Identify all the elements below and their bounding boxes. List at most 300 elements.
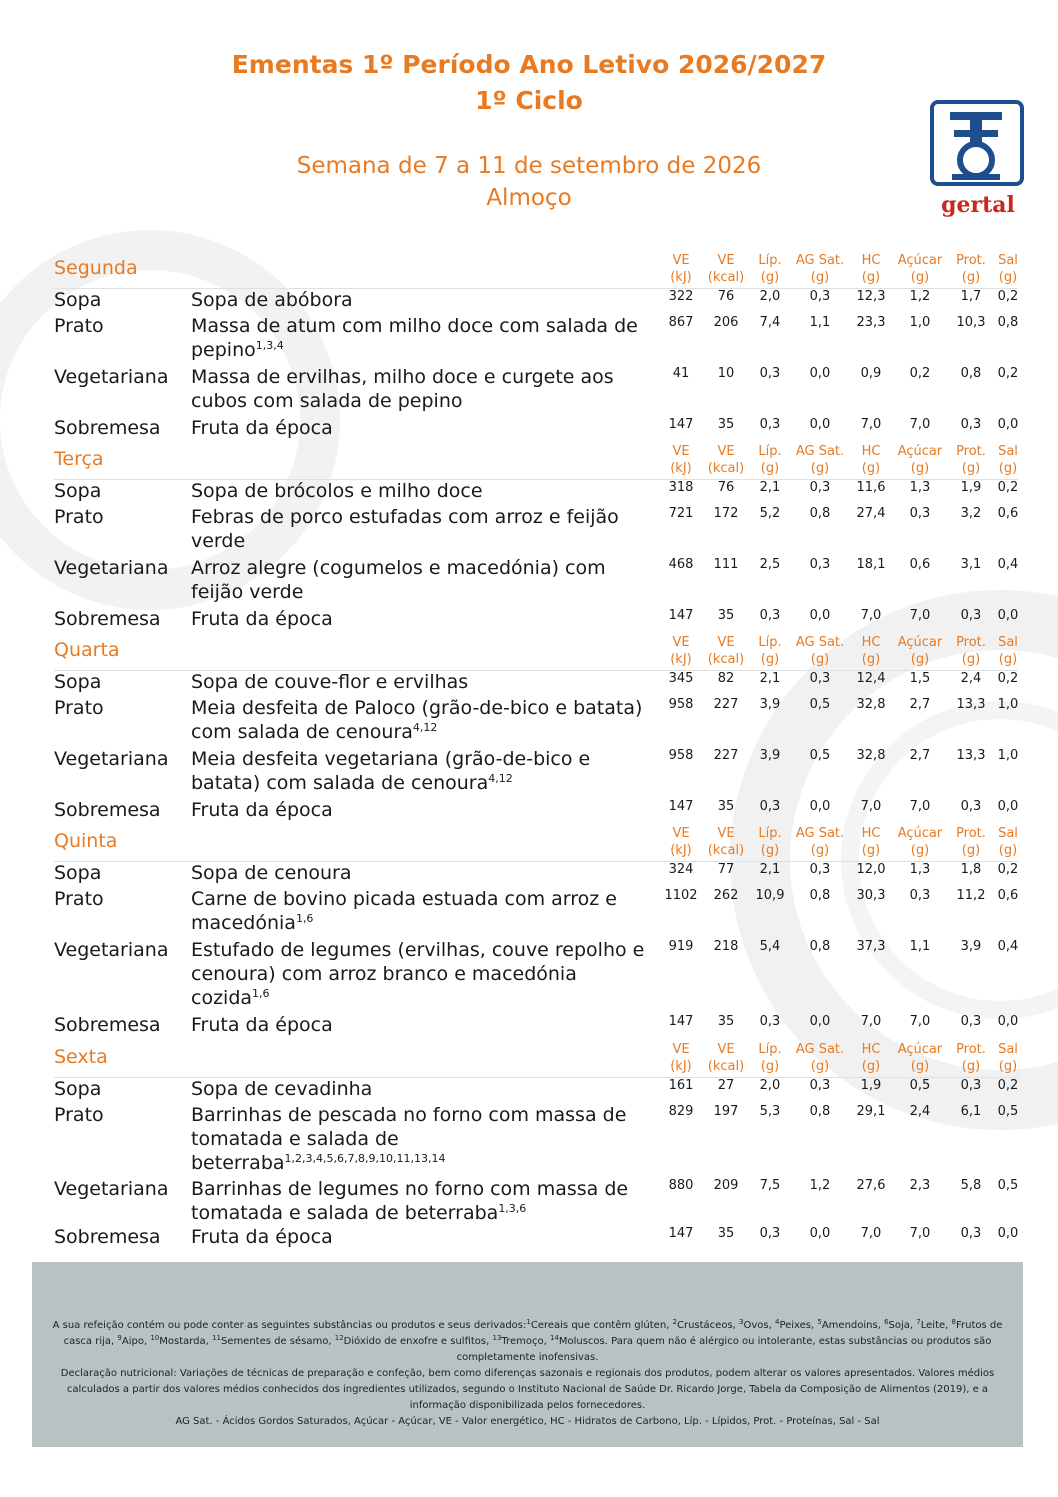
meal-category: Sobremesa bbox=[54, 799, 161, 821]
nutrition-value: 322 bbox=[668, 289, 694, 304]
column-header-unit: (kcal) bbox=[707, 270, 745, 285]
nutrition-value: 3,9 bbox=[759, 748, 781, 763]
dish-text: Fruta da época bbox=[191, 799, 333, 821]
column-header-top: VE bbox=[717, 635, 735, 650]
nutrition-value: 0,8 bbox=[809, 888, 831, 903]
column-header-unit: (kJ) bbox=[670, 270, 692, 285]
column-header-unit: (g) bbox=[760, 1059, 780, 1074]
column-header-top: Prot. bbox=[956, 253, 986, 268]
column-header-top: HC bbox=[861, 444, 881, 459]
svg-text:gertal: gertal bbox=[941, 192, 1015, 218]
nutrition-value: 5,2 bbox=[759, 506, 781, 521]
allergen-codes: 4,12 bbox=[412, 721, 438, 734]
nutrition-value: 0,3 bbox=[960, 417, 982, 432]
column-header-unit: (g) bbox=[760, 270, 780, 285]
dish-text: Arroz alegre (cogumelos e macedónia) com feijão verde bbox=[191, 557, 606, 603]
nutrition-value: 0,3 bbox=[809, 557, 831, 572]
allergen-name: Ovos, bbox=[743, 1320, 775, 1331]
column-header-unit: (g) bbox=[861, 843, 881, 858]
nutrition-value: 35 bbox=[717, 417, 735, 432]
meal-category: Prato bbox=[54, 506, 104, 528]
nutrition-value: 30,3 bbox=[856, 888, 886, 903]
nutrition-value: 318 bbox=[668, 480, 694, 495]
nutrition-value: 0,0 bbox=[809, 366, 831, 381]
column-header-top: Prot. bbox=[956, 826, 986, 841]
dish-name bbox=[191, 1177, 659, 1225]
nutrition-value: 0,3 bbox=[759, 799, 781, 814]
column-header-unit: (g) bbox=[961, 270, 981, 285]
dish-text: Barrinhas de pescada no forno com massa de tomatada e salada de beterraba bbox=[191, 1104, 627, 1174]
nutrition-value: 2,1 bbox=[759, 480, 781, 495]
nutrition-value: 2,7 bbox=[909, 697, 931, 712]
column-header-top: Prot. bbox=[956, 1042, 986, 1057]
nutrition-value: 2,4 bbox=[909, 1104, 931, 1119]
meal-category: Vegetariana bbox=[54, 557, 169, 579]
meal-category: Vegetariana bbox=[54, 1178, 169, 1200]
allergen-number: 11 bbox=[212, 1334, 221, 1342]
day-name: Quinta bbox=[54, 830, 118, 852]
nutrition-value: 147 bbox=[668, 417, 694, 432]
nutrition-value: 2,0 bbox=[759, 289, 781, 304]
nutrition-value: 0,3 bbox=[909, 506, 931, 521]
nutrition-value: 1,5 bbox=[909, 671, 931, 686]
dish-name bbox=[191, 938, 659, 1010]
column-header-unit: (g) bbox=[961, 461, 981, 476]
nutrition-value: 0,4 bbox=[997, 939, 1019, 954]
nutrition-value: 27 bbox=[717, 1078, 735, 1093]
column-header-top: VE bbox=[672, 1042, 690, 1057]
allergen-codes: 1,6 bbox=[252, 987, 270, 1000]
nutrition-value: 7,0 bbox=[860, 1014, 882, 1029]
column-header-unit: (kJ) bbox=[670, 652, 692, 667]
nutrition-value: 7,0 bbox=[909, 799, 931, 814]
nutrition-value: 0,8 bbox=[809, 939, 831, 954]
nutrition-value: 0,3 bbox=[960, 799, 982, 814]
dish-text: Sopa de brócolos e milho doce bbox=[191, 480, 483, 502]
allergen-name: Crustáceos, bbox=[676, 1320, 740, 1331]
nutrition-value: 3,2 bbox=[960, 506, 982, 521]
nutrition-value: 7,0 bbox=[909, 417, 931, 432]
dish-name bbox=[191, 288, 659, 312]
meal-category: Sopa bbox=[54, 671, 102, 693]
nutrition-value: 0,3 bbox=[809, 862, 831, 877]
column-header-unit: (kcal) bbox=[707, 843, 745, 858]
column-header-top: Sal bbox=[998, 826, 1018, 841]
day-name: Terça bbox=[54, 448, 104, 470]
nutrition-value: 3,9 bbox=[759, 697, 781, 712]
nutrition-value: 7,5 bbox=[759, 1178, 781, 1193]
nutrition-value: 0,9 bbox=[860, 366, 882, 381]
nutrition-value: 958 bbox=[668, 748, 694, 763]
allergen-name: Tremoço, bbox=[501, 1336, 550, 1347]
column-header bbox=[978, 1041, 1038, 1075]
nutrition-value: 11,2 bbox=[956, 888, 986, 903]
nutrition-value: 227 bbox=[713, 748, 739, 763]
column-header-unit: (g) bbox=[998, 843, 1018, 858]
column-header-top: Açúcar bbox=[897, 826, 943, 841]
dish-text: Carne de bovino picada estuada com arroz e macedónia bbox=[191, 888, 617, 934]
column-header-top: AG Sat. bbox=[795, 253, 845, 268]
nutrition-value: 0,5 bbox=[809, 748, 831, 763]
nutrition-value: 1,8 bbox=[960, 862, 982, 877]
allergen-name: Sementes de sésamo, bbox=[220, 1336, 335, 1347]
day-name: Sexta bbox=[54, 1046, 108, 1068]
nutrition-value: 919 bbox=[668, 939, 694, 954]
nutrition-value: 0,0 bbox=[809, 417, 831, 432]
nutrition-value: 0,3 bbox=[960, 1078, 982, 1093]
column-header-unit: (g) bbox=[998, 652, 1018, 667]
meal-category: Sopa bbox=[54, 289, 102, 311]
meal-category: Sobremesa bbox=[54, 1226, 161, 1248]
allergen-codes: 4,12 bbox=[488, 772, 513, 785]
meal-category: Sobremesa bbox=[54, 417, 161, 439]
nutrition-value: 0,6 bbox=[997, 888, 1019, 903]
column-header-top: Líp. bbox=[758, 253, 782, 268]
column-header-unit: (g) bbox=[961, 843, 981, 858]
nutrition-value: 197 bbox=[713, 1104, 739, 1119]
column-header bbox=[978, 443, 1038, 477]
allergen-number: 10 bbox=[150, 1334, 160, 1342]
page-title: Ementas 1º Período Ano Letivo 2026/2027 bbox=[231, 50, 827, 79]
nutrition-value: 0,2 bbox=[909, 366, 931, 381]
column-header-top: VE bbox=[672, 635, 690, 650]
column-header-unit: (g) bbox=[760, 843, 780, 858]
column-header-unit: (g) bbox=[910, 1059, 930, 1074]
nutrition-value: 0,5 bbox=[909, 1078, 931, 1093]
column-header-top: Líp. bbox=[758, 635, 782, 650]
column-header-top: Sal bbox=[998, 444, 1018, 459]
column-header-top: Sal bbox=[998, 253, 1018, 268]
allergen-codes: 1,3,4 bbox=[255, 339, 284, 352]
nutrition-value: 0,8 bbox=[809, 506, 831, 521]
nutrition-value: 345 bbox=[668, 671, 694, 686]
nutrition-value: 77 bbox=[717, 862, 735, 877]
column-header-unit: (g) bbox=[810, 1059, 830, 1074]
column-header-unit: (g) bbox=[861, 270, 881, 285]
column-header-top: Líp. bbox=[758, 826, 782, 841]
meal-category: Prato bbox=[54, 888, 104, 910]
column-header-unit: (g) bbox=[861, 461, 881, 476]
dish-text: Sopa de cenoura bbox=[191, 862, 352, 884]
nutrition-value: 37,3 bbox=[856, 939, 886, 954]
nutrition-value: 0,3 bbox=[759, 608, 781, 623]
column-header bbox=[978, 825, 1038, 859]
nutrition-value: 0,5 bbox=[809, 697, 831, 712]
column-header-top: Prot. bbox=[956, 444, 986, 459]
column-header-unit: (g) bbox=[910, 652, 930, 667]
nutrition-value: 76 bbox=[717, 480, 735, 495]
column-header-top: VE bbox=[672, 253, 690, 268]
column-header-top: Açúcar bbox=[897, 253, 943, 268]
dish-name bbox=[191, 1013, 659, 1037]
column-header-top: Líp. bbox=[758, 444, 782, 459]
column-header-top: AG Sat. bbox=[795, 444, 845, 459]
nutrition-value: 0,0 bbox=[997, 1014, 1019, 1029]
dish-text: Massa de atum com milho doce com salada de pepino bbox=[191, 315, 638, 361]
meal-category: Sopa bbox=[54, 480, 102, 502]
footer-notes bbox=[32, 1262, 1023, 1447]
nutrition-value: 2,1 bbox=[759, 671, 781, 686]
meal-category: Vegetariana bbox=[54, 939, 169, 961]
column-header-top: AG Sat. bbox=[795, 635, 845, 650]
nutrition-value: 13,3 bbox=[956, 748, 986, 763]
meal-label: Almoço bbox=[486, 185, 572, 211]
column-header-unit: (g) bbox=[998, 270, 1018, 285]
nutrition-value: 227 bbox=[713, 697, 739, 712]
nutrition-value: 147 bbox=[668, 1226, 694, 1241]
allergen-name: Mostarda, bbox=[159, 1336, 213, 1347]
allergen-codes: 1,3,6 bbox=[498, 1202, 527, 1215]
meal-category: Prato bbox=[54, 315, 104, 337]
allergen-number: 3 bbox=[739, 1318, 744, 1326]
nutrition-value: 3,1 bbox=[960, 557, 982, 572]
allergen-name: Soja, bbox=[888, 1320, 917, 1331]
nutrition-value: 161 bbox=[668, 1078, 694, 1093]
allergen-number: 6 bbox=[884, 1318, 889, 1326]
nutrition-value: 111 bbox=[713, 557, 739, 572]
allergen-number: 5 bbox=[817, 1318, 822, 1326]
nutrition-value: 0,6 bbox=[909, 557, 931, 572]
column-header-unit: (kJ) bbox=[670, 1059, 692, 1074]
nutrition-value: 29,1 bbox=[856, 1104, 886, 1119]
column-header-top: VE bbox=[717, 1042, 735, 1057]
dish-text: Barrinhas de legumes no forno com massa de tomatada e salada de beterraba bbox=[191, 1178, 629, 1224]
nutrition-value: 1,1 bbox=[809, 315, 831, 330]
column-header-unit: (g) bbox=[760, 652, 780, 667]
column-header-unit: (g) bbox=[961, 652, 981, 667]
dish-text: Sopa de abóbora bbox=[191, 289, 353, 311]
nutrition-value: 6,1 bbox=[960, 1104, 982, 1119]
column-header-unit: (kJ) bbox=[670, 461, 692, 476]
nutrition-value: 76 bbox=[717, 289, 735, 304]
nutrition-value: 32,8 bbox=[856, 748, 886, 763]
nutrition-value: 0,3 bbox=[809, 1078, 831, 1093]
nutrition-value: 147 bbox=[668, 608, 694, 623]
nutrition-value: 11,6 bbox=[856, 480, 886, 495]
nutrition-value: 2,4 bbox=[960, 671, 982, 686]
nutrition-value: 0,3 bbox=[759, 366, 781, 381]
column-header-unit: (g) bbox=[861, 1059, 881, 1074]
nutrition-value: 0,3 bbox=[960, 1226, 982, 1241]
nutrition-value: 7,0 bbox=[860, 417, 882, 432]
nutrition-value: 0,3 bbox=[759, 1014, 781, 1029]
dish-name bbox=[191, 696, 659, 744]
dish-text: Estufado de legumes (ervilhas, couve repolho e cenoura) com arroz branco e macedónia cozida bbox=[191, 939, 645, 1009]
nutrition-note: Declaração nutricional: Variações de técnicas de preparação e confeção, bem como diferenças sazonais e regionais dos produtos, podem alterar os valores apresentados. Valores médios calculados a partir dos valores médios conhecidos dos ingredientes utilizados, segundo o Instituto Nacional de Saúde Dr. Ricardo Jorge, Tabela da Composição de Alimentos (2019), e a informação disponibilizada pelos fornecedores. bbox=[60, 1368, 995, 1411]
nutrition-value: 0,2 bbox=[997, 480, 1019, 495]
nutrition-value: 1,0 bbox=[997, 697, 1019, 712]
nutrition-value: 7,0 bbox=[909, 608, 931, 623]
nutrition-value: 35 bbox=[717, 1014, 735, 1029]
dish-name bbox=[191, 505, 659, 553]
dish-text: Fruta da época bbox=[191, 1226, 333, 1248]
meal-category: Sopa bbox=[54, 862, 102, 884]
nutrition-value: 7,0 bbox=[860, 608, 882, 623]
dish-name bbox=[191, 314, 659, 362]
nutrition-value: 0,3 bbox=[960, 1014, 982, 1029]
allergen-number: 9 bbox=[117, 1334, 122, 1342]
nutrition-value: 0,5 bbox=[997, 1104, 1019, 1119]
column-header-unit: (kcal) bbox=[707, 1059, 745, 1074]
dish-text: Febras de porco estufadas com arroz e feijão verde bbox=[191, 506, 619, 552]
nutrition-value: 0,2 bbox=[997, 366, 1019, 381]
nutrition-value: 1,3 bbox=[909, 480, 931, 495]
nutrition-value: 262 bbox=[713, 888, 739, 903]
nutrition-value: 0,3 bbox=[909, 888, 931, 903]
nutrition-value: 0,3 bbox=[809, 671, 831, 686]
nutrition-value: 1,0 bbox=[997, 748, 1019, 763]
dish-text: Meia desfeita de Paloco (grão-de-bico e batata) com salada de cenoura bbox=[191, 697, 643, 743]
nutrition-value: 7,0 bbox=[860, 1226, 882, 1241]
allergen-name: Amendoins, bbox=[821, 1320, 885, 1331]
nutrition-value: 0,0 bbox=[997, 417, 1019, 432]
nutrition-value: 32,8 bbox=[856, 697, 886, 712]
column-header-unit: (g) bbox=[760, 461, 780, 476]
nutrition-value: 5,3 bbox=[759, 1104, 781, 1119]
meal-category: Sobremesa bbox=[54, 608, 161, 630]
abbreviations-note: AG Sat. - Ácidos Gordos Saturados, Açúcar - Açúcar, VE - Valor energético, HC - Hidratos de Carbono, Líp. - Lípidos, Prot. - Proteínas, Sal - Sal bbox=[175, 1416, 880, 1427]
column-header-unit: (kcal) bbox=[707, 461, 745, 476]
allergen-number: 7 bbox=[916, 1318, 921, 1326]
dish-name bbox=[191, 887, 659, 935]
nutrition-value: 2,5 bbox=[759, 557, 781, 572]
allergen-number: 12 bbox=[334, 1334, 344, 1342]
dish-text: Fruta da época bbox=[191, 1014, 333, 1036]
column-header-top: Sal bbox=[998, 1042, 1018, 1057]
nutrition-value: 209 bbox=[713, 1178, 739, 1193]
nutrition-value: 0,0 bbox=[997, 1226, 1019, 1241]
nutrition-value: 0,8 bbox=[960, 366, 982, 381]
meal-category: Prato bbox=[54, 1104, 104, 1126]
dish-name bbox=[191, 1103, 659, 1175]
allergen-name: Moluscos. bbox=[558, 1336, 608, 1347]
nutrition-value: 23,3 bbox=[856, 315, 886, 330]
nutrition-value: 0,2 bbox=[997, 1078, 1019, 1093]
dish-text: Fruta da época bbox=[191, 417, 333, 439]
dish-text: Massa de ervilhas, milho doce e curgete aos cubos com salada de pepino bbox=[191, 366, 614, 412]
nutrition-value: 7,0 bbox=[860, 799, 882, 814]
dish-text: Fruta da época bbox=[191, 608, 333, 630]
nutrition-value: 0,6 bbox=[997, 506, 1019, 521]
column-header-unit: (g) bbox=[861, 652, 881, 667]
nutrition-value: 0,0 bbox=[997, 799, 1019, 814]
dish-text: Sopa de cevadinha bbox=[191, 1078, 373, 1100]
allergen-number: 1 bbox=[526, 1318, 531, 1326]
nutrition-value: 218 bbox=[713, 939, 739, 954]
allergen-number: 4 bbox=[774, 1318, 780, 1326]
page-subtitle: 1º Ciclo bbox=[475, 86, 583, 115]
nutrition-value: 880 bbox=[668, 1178, 694, 1193]
nutrition-value: 0,0 bbox=[809, 1226, 831, 1241]
nutrition-value: 0,3 bbox=[960, 608, 982, 623]
dish-name bbox=[191, 747, 659, 795]
nutrition-value: 1,7 bbox=[960, 289, 982, 304]
nutrition-value: 1,3 bbox=[909, 862, 931, 877]
column-header-unit: (g) bbox=[998, 1059, 1018, 1074]
dish-name bbox=[191, 479, 659, 503]
meal-category: Vegetariana bbox=[54, 748, 169, 770]
allergen-codes: 1,6 bbox=[295, 912, 314, 925]
allergen-note: A sua refeição contém ou pode conter as seguintes substâncias ou produtos e seus derivados:$^1$Cereais que contêm glúten, $^2$Crustáceos, $^3$Ovos, $^4$Peixes, $^5$Amendoins, $^6$Soja, $^7$Leite, $^8$Frutos de casca rija, $^9$Aipo, $^{10}$Mostarda, $^{11}$Sementes de sésamo, $^{12}$Dióxido de enxofre e sulfitos, $^{13}$Tremoço, $^{14}$Moluscos. Para quem não é alérgico ou intolerante, estas substâncias ou produtos são completamente inofensivas. bbox=[52, 1318, 1003, 1363]
nutrition-value: 0,0 bbox=[809, 799, 831, 814]
nutrition-value: 958 bbox=[668, 697, 694, 712]
nutrition-value: 1,9 bbox=[960, 480, 982, 495]
nutrition-value: 0,3 bbox=[759, 1226, 781, 1241]
nutrition-value: 27,4 bbox=[856, 506, 886, 521]
day-name: Quarta bbox=[54, 639, 120, 661]
nutrition-value: 35 bbox=[717, 799, 735, 814]
column-header bbox=[978, 252, 1038, 286]
nutrition-value: 10 bbox=[717, 366, 735, 381]
dish-name bbox=[191, 1077, 659, 1101]
dish-name bbox=[191, 1225, 659, 1249]
nutrition-value: 1,0 bbox=[909, 315, 931, 330]
allergen-name: Dióxido de enxofre e sulfitos, bbox=[343, 1336, 493, 1347]
nutrition-value: 2,3 bbox=[909, 1178, 931, 1193]
column-header bbox=[978, 634, 1038, 668]
nutrition-value: 721 bbox=[668, 506, 694, 521]
nutrition-value: 0,3 bbox=[809, 480, 831, 495]
day-name: Segunda bbox=[54, 257, 138, 279]
allergen-name: Cereais que contêm glúten, bbox=[530, 1320, 673, 1331]
nutrition-value: 324 bbox=[668, 862, 694, 877]
nutrition-value: 0,3 bbox=[759, 417, 781, 432]
nutrition-value: 13,3 bbox=[956, 697, 986, 712]
nutrition-value: 1,2 bbox=[909, 289, 931, 304]
column-header-unit: (g) bbox=[961, 1059, 981, 1074]
column-header-top: Açúcar bbox=[897, 635, 943, 650]
nutrition-value: 0,2 bbox=[997, 671, 1019, 686]
dish-name bbox=[191, 607, 659, 631]
nutrition-value: 172 bbox=[713, 506, 739, 521]
column-header-top: Açúcar bbox=[897, 444, 943, 459]
column-header-top: Sal bbox=[998, 635, 1018, 650]
column-header-top: Açúcar bbox=[897, 1042, 943, 1057]
column-header-top: Líp. bbox=[758, 1042, 782, 1057]
nutrition-value: 2,7 bbox=[909, 748, 931, 763]
nutrition-value: 147 bbox=[668, 799, 694, 814]
nutrition-value: 5,4 bbox=[759, 939, 781, 954]
nutrition-value: 3,9 bbox=[960, 939, 982, 954]
dish-text: Sopa de couve-flor e ervilhas bbox=[191, 671, 469, 693]
allergen-number: 8 bbox=[951, 1318, 956, 1326]
nutrition-value: 35 bbox=[717, 608, 735, 623]
nutrition-value: 147 bbox=[668, 1014, 694, 1029]
nutrition-value: 12,4 bbox=[856, 671, 886, 686]
nutrition-value: 7,0 bbox=[909, 1226, 931, 1241]
dish-name bbox=[191, 416, 659, 440]
column-header-top: AG Sat. bbox=[795, 1042, 845, 1057]
nutrition-value: 0,0 bbox=[997, 608, 1019, 623]
nutrition-value: 0,5 bbox=[997, 1178, 1019, 1193]
nutrition-value: 7,4 bbox=[759, 315, 781, 330]
column-header-top: Prot. bbox=[956, 635, 986, 650]
nutrition-value: 2,0 bbox=[759, 1078, 781, 1093]
column-header-unit: (g) bbox=[910, 461, 930, 476]
allergen-number: 2 bbox=[672, 1318, 677, 1326]
column-header-unit: (g) bbox=[810, 843, 830, 858]
meal-category: Sobremesa bbox=[54, 1014, 161, 1036]
column-header-unit: (g) bbox=[910, 843, 930, 858]
nutrition-value: 0,8 bbox=[809, 1104, 831, 1119]
nutrition-value: 1,1 bbox=[909, 939, 931, 954]
nutrition-value: 18,1 bbox=[856, 557, 886, 572]
nutrition-value: 0,0 bbox=[809, 608, 831, 623]
nutrition-value: 867 bbox=[668, 315, 694, 330]
nutrition-value: 12,0 bbox=[856, 862, 886, 877]
nutrition-value: 27,6 bbox=[856, 1178, 886, 1193]
column-header-top: HC bbox=[861, 635, 881, 650]
